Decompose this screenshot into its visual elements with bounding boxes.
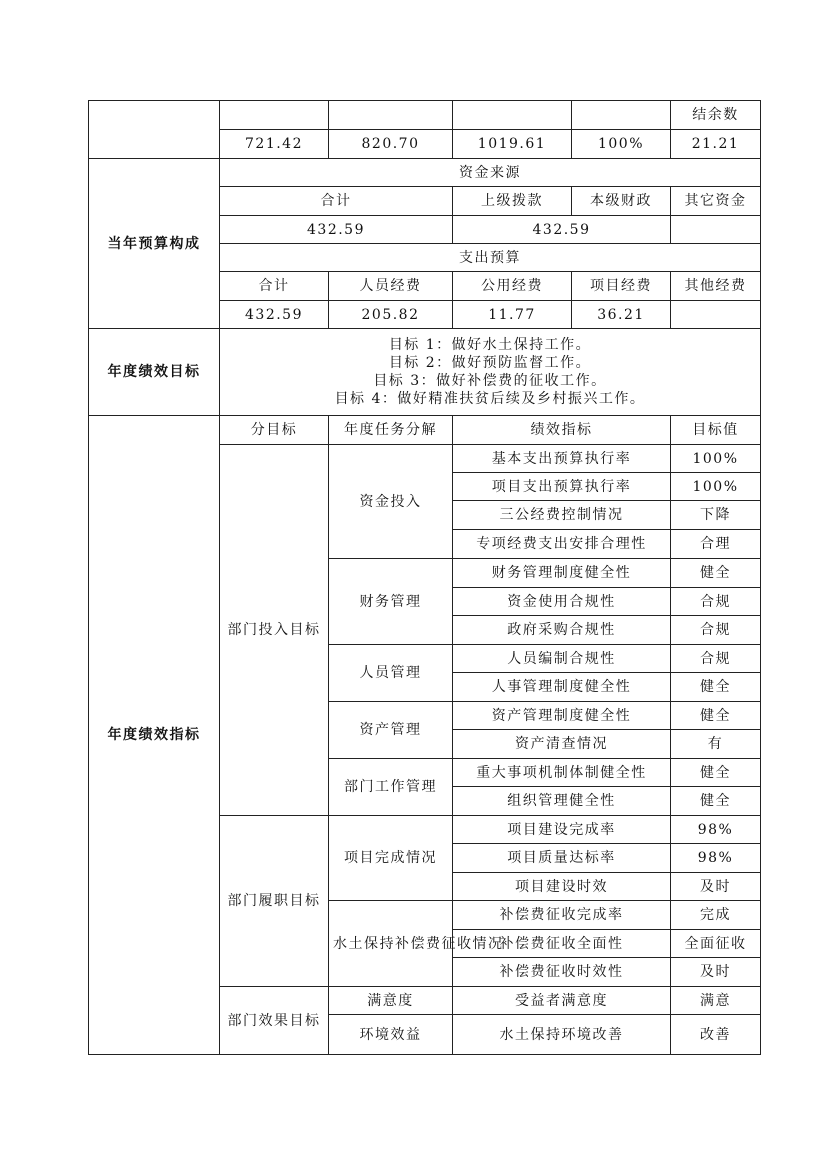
goals-list [220, 329, 761, 416]
indicator-name: 基本支出预算执行率 [453, 445, 671, 473]
goal-item: 目标 4：做好精准扶贫后续及乡村振兴工作。 [334, 391, 646, 407]
task-cell: 满意度 [329, 987, 453, 1015]
task-cell: 财务管理 [329, 559, 453, 645]
expense-value: 205.82 [329, 301, 453, 329]
indicator-name: 政府采购合规性 [453, 616, 671, 645]
indicator-name: 资产管理制度健全性 [453, 702, 671, 730]
fund-source-value [671, 216, 761, 244]
fund-source-header: 合计 [220, 187, 453, 216]
fund-source-title: 资金来源 [220, 159, 761, 187]
fund-source-title-row [89, 159, 761, 187]
task-cell: 资金投入 [329, 445, 453, 559]
fund-source-header: 其它资金 [671, 187, 761, 216]
indicator-target: 100% [671, 473, 761, 501]
summary-value: 1019.61 [453, 130, 572, 159]
goals-row [89, 329, 761, 416]
indicator-name: 项目支出预算执行率 [453, 473, 671, 501]
indicator-target: 改善 [671, 1015, 761, 1055]
goal-item: 目标 2：做好预防监督工作。 [388, 355, 592, 371]
expense-header: 其他经费 [671, 272, 761, 301]
task-cell: 资产管理 [329, 702, 453, 759]
indicator-target: 98% [671, 844, 761, 873]
expense-header: 项目经费 [572, 272, 671, 301]
indicator-name: 三公经费控制情况 [453, 501, 671, 530]
indicator-target: 合规 [671, 588, 761, 616]
indicator-name: 受益者满意度 [453, 987, 671, 1015]
fund-source-value: 432.59 [453, 216, 671, 244]
indicator-name: 人事管理制度健全性 [453, 673, 671, 702]
indicator-target: 健全 [671, 759, 761, 787]
sub-goal-cell: 部门投入目标 [220, 445, 329, 816]
goals-section-label: 年度绩效目标 [89, 329, 220, 416]
indicator-name: 财务管理制度健全性 [453, 559, 671, 588]
expense-title: 支出预算 [220, 244, 761, 272]
performance-table [88, 100, 761, 1055]
indicator-header: 分目标 [220, 416, 329, 445]
indicator-name: 人员编制合规性 [453, 645, 671, 673]
indicator-target: 下降 [671, 501, 761, 530]
indicator-header: 目标值 [671, 416, 761, 445]
summary-header-cell [572, 101, 671, 130]
expense-value: 36.21 [572, 301, 671, 329]
indicator-name: 资金使用合规性 [453, 588, 671, 616]
indicator-target: 100% [671, 445, 761, 473]
indicator-header: 绩效指标 [453, 416, 671, 445]
indicator-target: 有 [671, 730, 761, 759]
indicator-target: 98% [671, 816, 761, 844]
indicator-target: 满意 [671, 987, 761, 1015]
summary-section-cell [89, 101, 220, 159]
indicator-name: 项目质量达标率 [453, 844, 671, 873]
sub-goal-cell: 部门履职目标 [220, 816, 329, 987]
indicator-target: 合规 [671, 616, 761, 645]
fund-source-total: 432.59 [220, 216, 453, 244]
indicator-name: 组织管理健全性 [453, 787, 671, 816]
indicator-target: 全面征收 [671, 930, 761, 958]
task-cell: 人员管理 [329, 645, 453, 702]
summary-value: 100% [572, 130, 671, 159]
indicator-name: 专项经费支出安排合理性 [453, 530, 671, 559]
expense-value: 11.77 [453, 301, 572, 329]
summary-value: 21.21 [671, 130, 761, 159]
indicator-name: 补偿费征收时效性 [453, 958, 671, 987]
task-cell: 部门工作管理 [329, 759, 453, 816]
indicator-target: 健全 [671, 787, 761, 816]
indicator-header: 年度任务分解 [329, 416, 453, 445]
indicator-target: 及时 [671, 873, 761, 901]
summary-header-cell [453, 101, 572, 130]
summary-header-cell [329, 101, 453, 130]
fund-source-header: 上级拨款 [453, 187, 572, 216]
expense-value [671, 301, 761, 329]
goal-item: 目标 1：做好水土保持工作。 [388, 337, 592, 353]
indicator-name: 补偿费征收全面性 [453, 930, 671, 958]
expense-header: 人员经费 [329, 272, 453, 301]
indicator-name: 重大事项机制体制健全性 [453, 759, 671, 787]
indicator-target: 合规 [671, 645, 761, 673]
indicator-name: 项目建设完成率 [453, 816, 671, 844]
task-cell: 项目完成情况 [329, 816, 453, 901]
indicator-target: 合理 [671, 530, 761, 559]
indicator-header-row [89, 416, 761, 445]
goal-item: 目标 3：做好补偿费的征收工作。 [373, 373, 607, 389]
indicator-target: 及时 [671, 958, 761, 987]
indicator-name: 资产清查情况 [453, 730, 671, 759]
expense-header: 合计 [220, 272, 329, 301]
indicator-target: 健全 [671, 673, 761, 702]
indicator-name: 水土保持环境改善 [453, 1015, 671, 1055]
summary-value: 820.70 [329, 130, 453, 159]
indicator-name: 项目建设时效 [453, 873, 671, 901]
indicator-name: 补偿费征收完成率 [453, 901, 671, 930]
indicator-target: 完成 [671, 901, 761, 930]
indicator-target: 健全 [671, 559, 761, 588]
summary-header-row [89, 101, 761, 130]
task-cell: 水土保持补偿费征收情况 [329, 901, 453, 987]
summary-value: 721.42 [220, 130, 329, 159]
expense-header: 公用经费 [453, 272, 572, 301]
indicator-target: 健全 [671, 702, 761, 730]
task-cell: 环境效益 [329, 1015, 453, 1055]
sub-goal-cell: 部门效果目标 [220, 987, 329, 1055]
fund-source-header: 本级财政 [572, 187, 671, 216]
summary-header-cell [220, 101, 329, 130]
indicators-section-label: 年度绩效指标 [89, 416, 220, 1055]
budget-section-label: 当年预算构成 [89, 159, 220, 329]
summary-header-balance: 结余数 [671, 101, 761, 130]
expense-value: 432.59 [220, 301, 329, 329]
